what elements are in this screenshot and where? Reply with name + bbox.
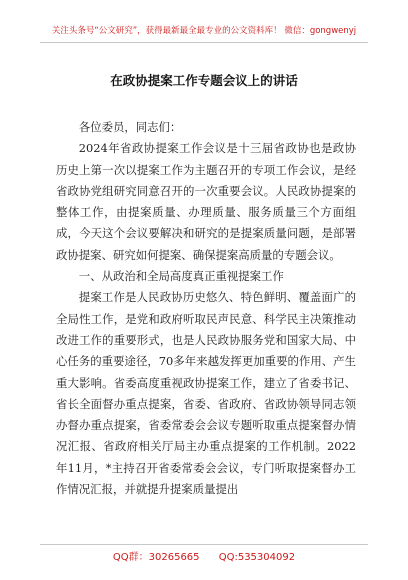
paragraph-intro: 2024年省政协提案工作会议是十三届省政协也是政协历史上第一次以提案工作为主题召开的专项工作会议，是经省政协党组研究同意召开的一次重要会议。人民政协提案的整体工作，由提案质量、办理质量、服务质量三个方面组成，今天这个会议要解决和研究的是提案质量问题，是部署政协提案、研究如何提案、确保提案高质量的专题会议。 [56,141,356,262]
header-divider [40,42,368,43]
section-heading: 一、从政治和全局高度真正重视提案工作 [78,269,284,284]
footer-qq-group: QQ群：30265665 [112,552,200,563]
document-title: 在政协提案工作专题会议上的讲话 [110,73,298,88]
document-body [56,117,356,500]
footer-qq: QQ:535304092 [218,552,296,563]
paragraph-section-one: 提案工作是人民政协历史悠久、特色鲜明、覆盖面广的全局性工作，是党和政府听取民声民意、科学民主决策推动改进工作的重要形式，也是人民政协服务党和国家大局、中心任务的重要途径，70多年来越发挥更加重要的作用、产生重大影响。省委高度重视政协提案工作，建立了省委书记、省长全面督办重点提案，省委、省政府、省政协领导同志领办督办重点提案，省委常委会会议专题听取重点提案督办情况汇报、省政府相关厅局主办重点提案的工作机制。2022年11月，*主持召开省委常委会会议，专门听取提案督办工作情况汇报，并就提升提案质量提出 [56,290,356,497]
header-notice: 关注头条号“公文研究”，获得最新最全最专业的公文资料库！ 微信：gongwenyj [51,26,357,36]
footer-contact [0,548,408,563]
salutation: 各位委员，同志们： [78,120,182,134]
footer-divider [40,544,368,545]
